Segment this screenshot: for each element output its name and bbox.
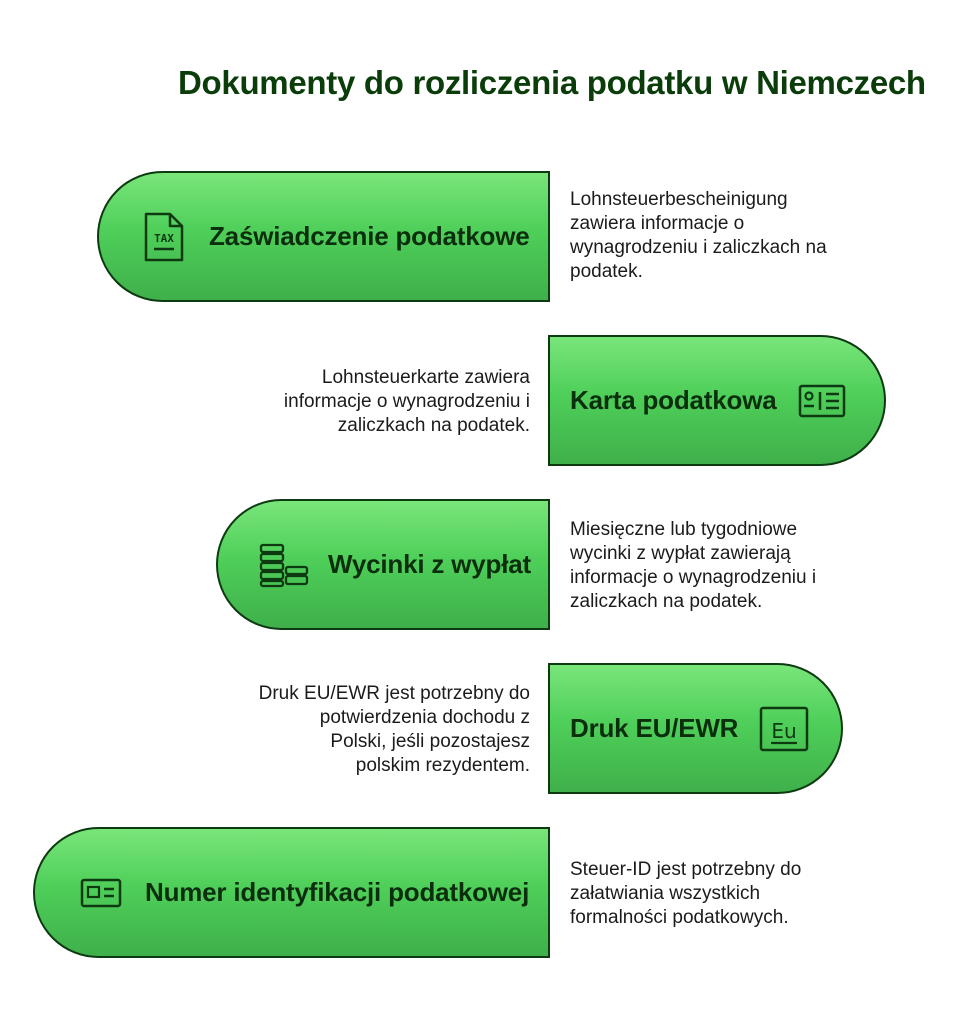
step-pill-tax-certificate — [97, 171, 550, 302]
id-card-icon — [797, 384, 847, 418]
step-label: Numer identyfikacji podatkowej — [145, 877, 530, 907]
id-number-card-icon — [79, 878, 123, 908]
svg-text:TAX: TAX — [154, 231, 174, 245]
eu-form-icon — [758, 706, 810, 752]
svg-text:Eu: Eu — [771, 718, 797, 743]
step-label: Zaświadczenie podatkowe — [209, 221, 530, 251]
step-description: Lohnsteuerkarte zawiera informacje o wynagrodzeniu i zaliczkach na podatek. — [283, 367, 530, 436]
step-description: Steuer-ID jest potrzebny do załatwiania wszystkich formalności podatkowych. — [570, 859, 802, 928]
step-label: Karta podatkowa — [570, 385, 777, 415]
step-description: Druk EU/EWR jest potrzebny do potwierdzenia dochodu z Polski, jeśli pozostajesz polskim rezydentem. — [258, 683, 530, 776]
step-pill-tax-card — [548, 335, 886, 466]
step-label: Wycinki z wypłat — [328, 549, 531, 579]
step-pill-payslips — [216, 499, 550, 630]
step-label: Druk EU/EWR — [570, 713, 739, 743]
step-description: Lohnsteuerbescheinigung zawiera informacje o wynagrodzeniu i zaliczkach na podatek. — [570, 189, 827, 282]
step-pill-tax-id — [33, 827, 550, 958]
tax-document-icon — [141, 211, 187, 263]
coins-stack-icon — [258, 542, 310, 588]
step-pill-eu-form — [548, 663, 843, 794]
page-title: Dokumenty do rozliczenia podatku w Niemczech — [178, 64, 926, 101]
step-description: Miesięczne lub tygodniowe wycinki z wypłat zawierają informacje o wynagrodzeniu i zaliczkach na podatek. — [570, 519, 817, 612]
